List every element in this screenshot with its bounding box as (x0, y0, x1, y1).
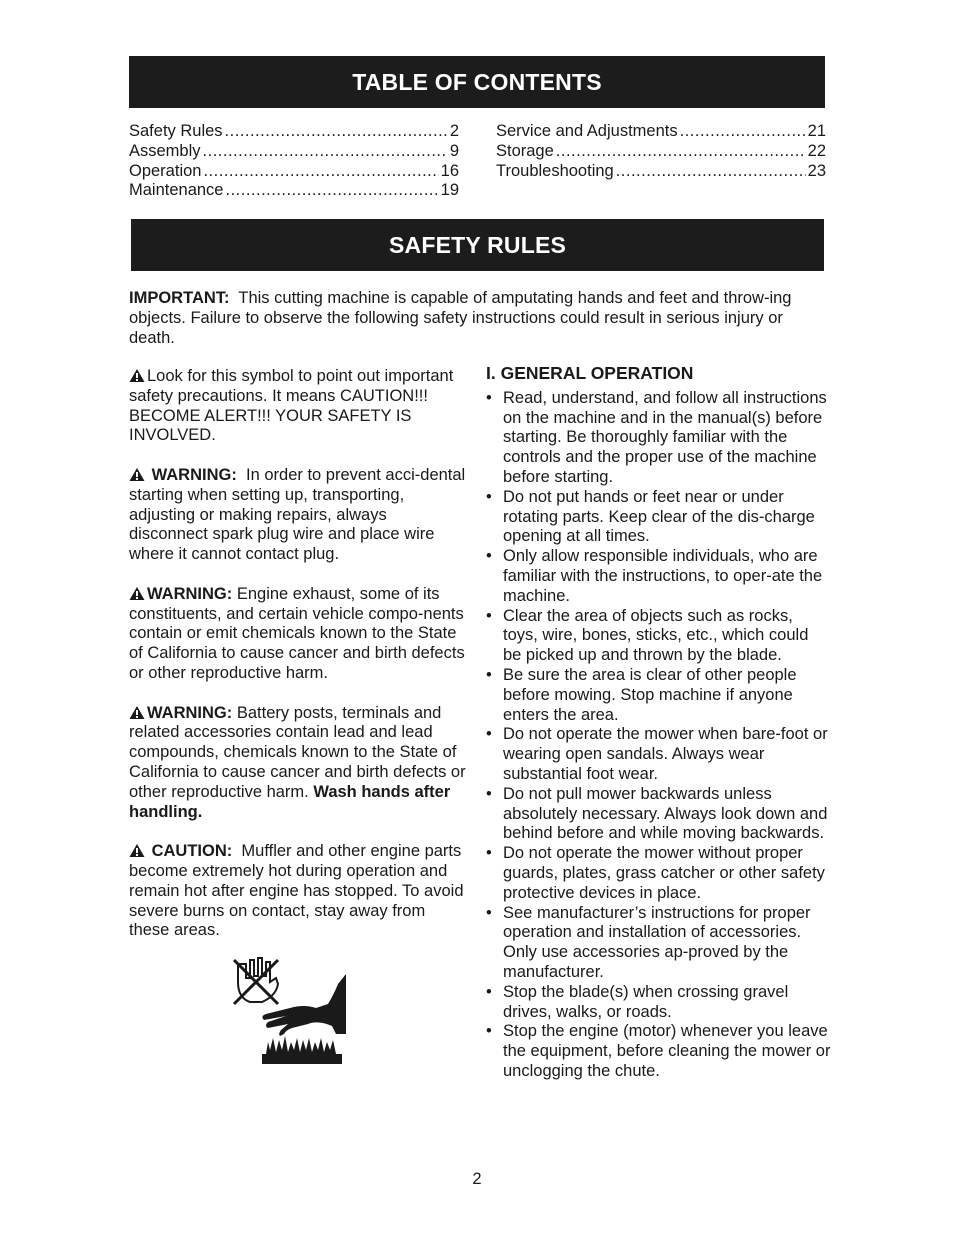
toc-entry (129, 162, 459, 182)
symbol-note (129, 367, 469, 446)
list-item: • Stop the engine (motor) whenever you leave the equipment, before cleaning the mower or unclogging the chute. (486, 1022, 831, 1081)
list-item: • Read, understand, and follow all instructions on the machine and in the manual(s) before starting. Be thoroughly familiar with the controls and the proper use of the machine before starting. (486, 389, 831, 488)
toc-entry-label: Safety Rules (129, 122, 223, 140)
warning-spark-plug (129, 466, 469, 565)
toc-entry-page: 22 (807, 141, 826, 160)
warning-text: In order to prevent acci-dental starting when setting up, transporting, adjusting or making repairs, always disconnect spark plug wire and place wire where it cannot contact plug. (129, 465, 466, 564)
page-number: 2 (472, 1170, 482, 1188)
toc-entry (129, 181, 459, 201)
caution-label: CAUTION: (151, 842, 233, 861)
safety-rules-title: SAFETY RULES (131, 219, 824, 271)
list-item: • Stop the blade(s) when crossing gravel drives, walks, or roads. (486, 983, 831, 1023)
list-item: • Only allow responsible individuals, who are familiar with the instructions, to oper-ate the machine. (486, 547, 831, 606)
toc-title: TABLE OF CONTENTS (129, 56, 825, 108)
toc-entry-label: Storage (496, 141, 554, 160)
toc-entry-page: 2 (449, 122, 459, 140)
warning-triangle-icon (129, 843, 145, 858)
toc-entry (496, 122, 826, 142)
warning-label: WARNING: (151, 465, 237, 484)
warning-triangle-icon (129, 467, 145, 482)
toc-entry (496, 142, 826, 162)
caution-muffler (129, 842, 469, 941)
warning-text: Engine exhaust, some of its constituents, and certain vehicle compo-nents contain or emit chemicals known to the State of California to cause cancer and birth defects or other reproductive harm. (129, 584, 465, 682)
no-touch-glove-icon (234, 958, 278, 1004)
important-text: This cutting machine is capable of amputating hands and feet and throw-ing objects. Failure to observe the following safety instructions could result in serious injury or death. (129, 289, 792, 347)
toc-entry (496, 162, 826, 182)
toc-entry (129, 122, 459, 142)
toc-right-column (496, 122, 826, 181)
toc-entry-label: Maintenance (129, 181, 224, 200)
list-item: • Be sure the area is clear of other people before mowing. Stop machine if anyone enters the area. (486, 666, 831, 725)
list-item: • See manufacturer’s instructions for proper operation and installation of accessories. Only use accessories ap-proved by the manufacturer. (486, 904, 831, 983)
warning-label: WARNING: (147, 584, 233, 603)
toc-entry-page: 16 (440, 161, 459, 180)
hot-surface-hand-icon (228, 954, 348, 1066)
warning-label: WARNING: (147, 703, 233, 722)
toc-entry-label: Service and Adjustments (496, 122, 678, 140)
important-notice (129, 289, 829, 348)
hot-surface-icon (262, 1036, 342, 1064)
important-label: IMPORTANT: (129, 289, 230, 307)
safety-notes-column (129, 367, 469, 961)
warning-battery (129, 704, 469, 823)
list-item: • Do not pull mower backwards unless absolutely necessary. Always look down and behind before and while moving backwards. (486, 785, 831, 844)
symbol-note-text: Look for this symbol to point out important safety precautions. It means CAUTION!!! BECOME ALERT!!! YOUR SAFETY IS INVOLVED. (129, 367, 454, 445)
warning-triangle-icon (129, 705, 145, 720)
list-item: • Do not operate the mower when bare-foot or wearing open sandals. Always wear substantial foot wear. (486, 725, 831, 784)
toc-entry-label: Troubleshooting (496, 161, 614, 180)
general-operation-list (486, 389, 831, 1082)
warning-text: Battery posts, terminals and related accessories contain lead and lead compounds, chemicals known to the State of California to cause cancer and birth defects or other reproductive harm. (129, 703, 466, 801)
list-item: • Do not put hands or feet near or under rotating parts. Keep clear of the dis-charge opening at all times. (486, 488, 831, 547)
wash-hands-text: Wash hands after handling. (129, 782, 451, 821)
warning-engine-exhaust (129, 585, 469, 684)
list-item: • Do not operate the mower without proper guards, plates, grass catcher or other safety protective devices in place. (486, 844, 831, 903)
toc-entry-page: 21 (807, 122, 826, 140)
toc-entry (129, 142, 459, 162)
warning-triangle-icon (129, 586, 145, 601)
general-operation-heading: I. GENERAL OPERATION (486, 363, 694, 383)
toc-entry-label: Assembly (129, 141, 201, 160)
toc-entry-page: 23 (807, 161, 826, 180)
toc-entry-label: Operation (129, 161, 202, 180)
caution-text: Muffler and other engine parts become extremely hot during operation and remain hot after engine has stopped. To avoid severe burns on contact, stay away from these areas. (129, 842, 464, 940)
toc-entry-page: 19 (440, 181, 459, 200)
list-item: • Clear the area of objects such as rocks, toys, wire, bones, sticks, etc., which could be picked up and thrown by the blade. (486, 607, 831, 666)
toc-left-column (129, 122, 459, 201)
general-operation-section (486, 364, 831, 1082)
warning-triangle-icon (129, 368, 145, 383)
toc-entry-page: 9 (449, 141, 459, 160)
